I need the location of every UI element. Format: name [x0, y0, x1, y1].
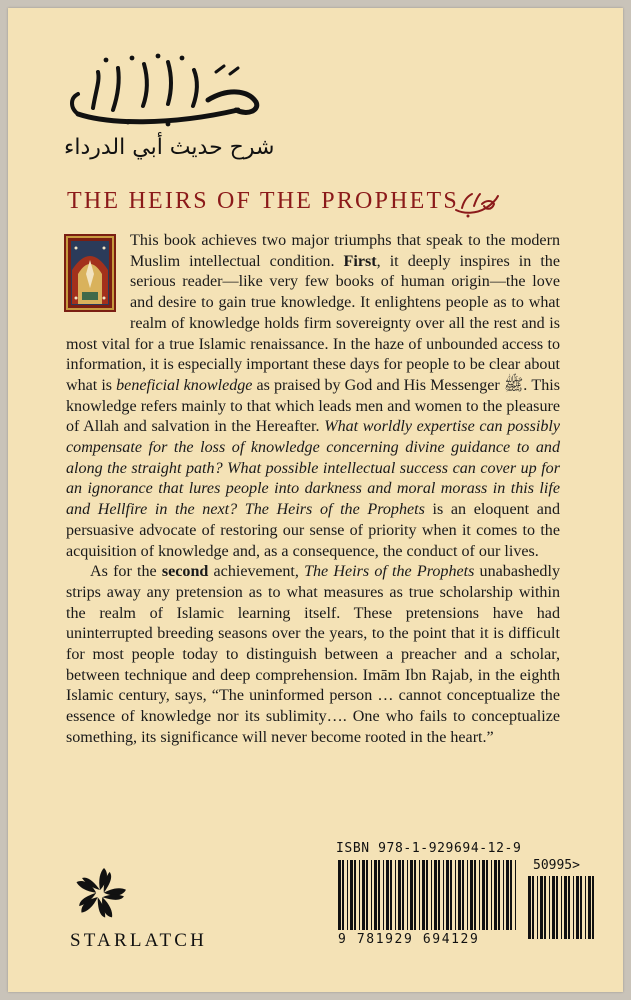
price-code: 50995> — [533, 858, 580, 873]
italic-question: What worldly expertise can possibly compensate for the loss of knowledge concerning divine guidance to and along the straight path? What possible intellectual success can cover up for an ignorance that lures people into darkness and moral morass in this life and Hellfire in the next? The Heirs of the Prophets — [66, 418, 560, 519]
barcode-bar — [446, 860, 449, 930]
barcode-bar — [506, 860, 509, 930]
image-wrap-space — [66, 231, 130, 315]
barcode-bar — [443, 860, 444, 930]
salutation-glyph: ﷺ — [503, 376, 524, 394]
book-title-inline: The Heirs of the Prophets — [304, 563, 475, 581]
barcode-bar — [359, 860, 360, 930]
emphasis-beneficial-knowledge: beneficial knowledge — [116, 376, 253, 394]
barcode-bar — [431, 860, 432, 930]
description-text — [66, 231, 560, 749]
text-run: as praised by God and His Messenger — [252, 376, 504, 394]
paragraph-2 — [66, 562, 560, 748]
arabic-subtitle: شرح حديث أبي الدرداء — [64, 135, 275, 160]
barcode-bar — [378, 860, 380, 930]
book-title: THE HEIRS OF THE PROPHETS — [67, 188, 459, 214]
isbn-barcode — [338, 860, 520, 930]
barcode-bar — [438, 860, 440, 930]
barcode-bar — [580, 876, 582, 939]
barcode-bar — [544, 876, 546, 939]
barcode-bar — [588, 876, 591, 939]
arabic-calligraphy-title — [48, 50, 278, 130]
barcode-bar — [419, 860, 420, 930]
barcode-bar — [374, 860, 377, 930]
barcode-bar — [576, 876, 579, 939]
barcode-bar — [549, 876, 550, 939]
barcode-bar — [494, 860, 497, 930]
barcode-bar — [592, 876, 594, 939]
barcode-bar — [528, 876, 531, 939]
barcode-bar — [347, 860, 348, 930]
publisher-name: STARLATCH — [70, 930, 208, 951]
barcode-bar — [455, 860, 456, 930]
barcode-bar — [342, 860, 344, 930]
text-run: , it deeply inspires in the serious reader—like very few books of human origin—the love and desire to gain true knowledge. It enlightens people as to what realm of knowledge holds firm sovereignty over all the rest and is most vital for a true Islamic renaissance. In the haze of unbounded access to information, it is especially important these days for people to be clear about what is — [66, 252, 560, 394]
price-barcode — [528, 876, 596, 939]
barcode-bar — [458, 860, 461, 930]
barcode-bar — [561, 876, 562, 939]
barcode-bar — [532, 876, 534, 939]
barcode-bar — [390, 860, 392, 930]
barcode-bar — [422, 860, 425, 930]
barcode-bar — [470, 860, 473, 930]
barcode-bar — [515, 860, 516, 930]
barcode-bar — [434, 860, 437, 930]
barcode-bar — [362, 860, 365, 930]
text-run: As for the — [90, 563, 162, 581]
book-back-cover — [8, 8, 623, 992]
barcode-bar — [402, 860, 404, 930]
barcode-bar — [467, 860, 468, 930]
barcode-bar — [426, 860, 428, 930]
barcode-bar — [498, 860, 500, 930]
barcode-bar — [462, 860, 464, 930]
barcode-bar — [573, 876, 574, 939]
barcode-bar — [479, 860, 480, 930]
barcode-number: 9 781929 694129 — [338, 932, 480, 947]
isbn-label: ISBN 978-1-929694-12-9 — [336, 841, 522, 856]
barcode-bar — [383, 860, 384, 930]
text-run: achievement, — [208, 563, 305, 581]
barcode-bar — [482, 860, 485, 930]
barcode-bar — [395, 860, 396, 930]
emphasis-second: second — [161, 563, 209, 581]
barcode-bar — [564, 876, 567, 939]
text-run: . This knowledge refers mainly to that which leads men and women to the pleasure of Allah and salvation in the Hereafter. — [66, 376, 560, 436]
barcode-bar — [486, 860, 488, 930]
barcode-bar — [354, 860, 356, 930]
barcode-bar — [540, 876, 543, 939]
barcode-bar — [585, 876, 586, 939]
honorific-calligraphy-icon — [452, 190, 502, 218]
barcode-bar — [366, 860, 368, 930]
barcode-bar — [350, 860, 353, 930]
barcode-bar — [568, 876, 570, 939]
barcode-bar — [552, 876, 555, 939]
paragraph-1 — [66, 231, 560, 562]
barcode-bar — [398, 860, 401, 930]
barcode-bar — [371, 860, 372, 930]
barcode-bar — [410, 860, 413, 930]
starlatch-logo-icon — [70, 866, 130, 924]
text-run: unabashedly strips away any pretension as to what measures as true scholarship within the realm of Islamic learning itself. These pretensions have had uninterrupted breeding seasons over the years, to the point that it is difficult for most people today to distinguish between a preacher and a scholar, between technique and deep comprehension. Imām Ibn Rajab, in the eighth Islamic century, says, “The uninformed person … cannot conceptualize the essence of knowledge nor its sublimity…. One who fails to conceptualize something, its significance will never become rooted in the heart.” — [66, 563, 560, 746]
barcode-bar — [510, 860, 512, 930]
barcode-bar — [491, 860, 492, 930]
barcode-bar — [556, 876, 558, 939]
barcode-bar — [474, 860, 476, 930]
barcode-bar — [537, 876, 538, 939]
barcode-bar — [338, 860, 341, 930]
text-run: is an eloquent and persuasive advocate of restoring our sense of priority when it comes to the acquisition of knowledge and, as a consequence, the conduct of our lives. — [66, 501, 561, 560]
barcode-bar — [450, 860, 452, 930]
emphasis-first: First — [343, 252, 377, 270]
barcode-bar — [386, 860, 389, 930]
text-run: This book achieves two major triumphs that speak to the modern Muslim intellectual condition. — [130, 232, 560, 270]
barcode-bar — [503, 860, 504, 930]
barcode-bar — [407, 860, 408, 930]
barcode-bar — [414, 860, 416, 930]
